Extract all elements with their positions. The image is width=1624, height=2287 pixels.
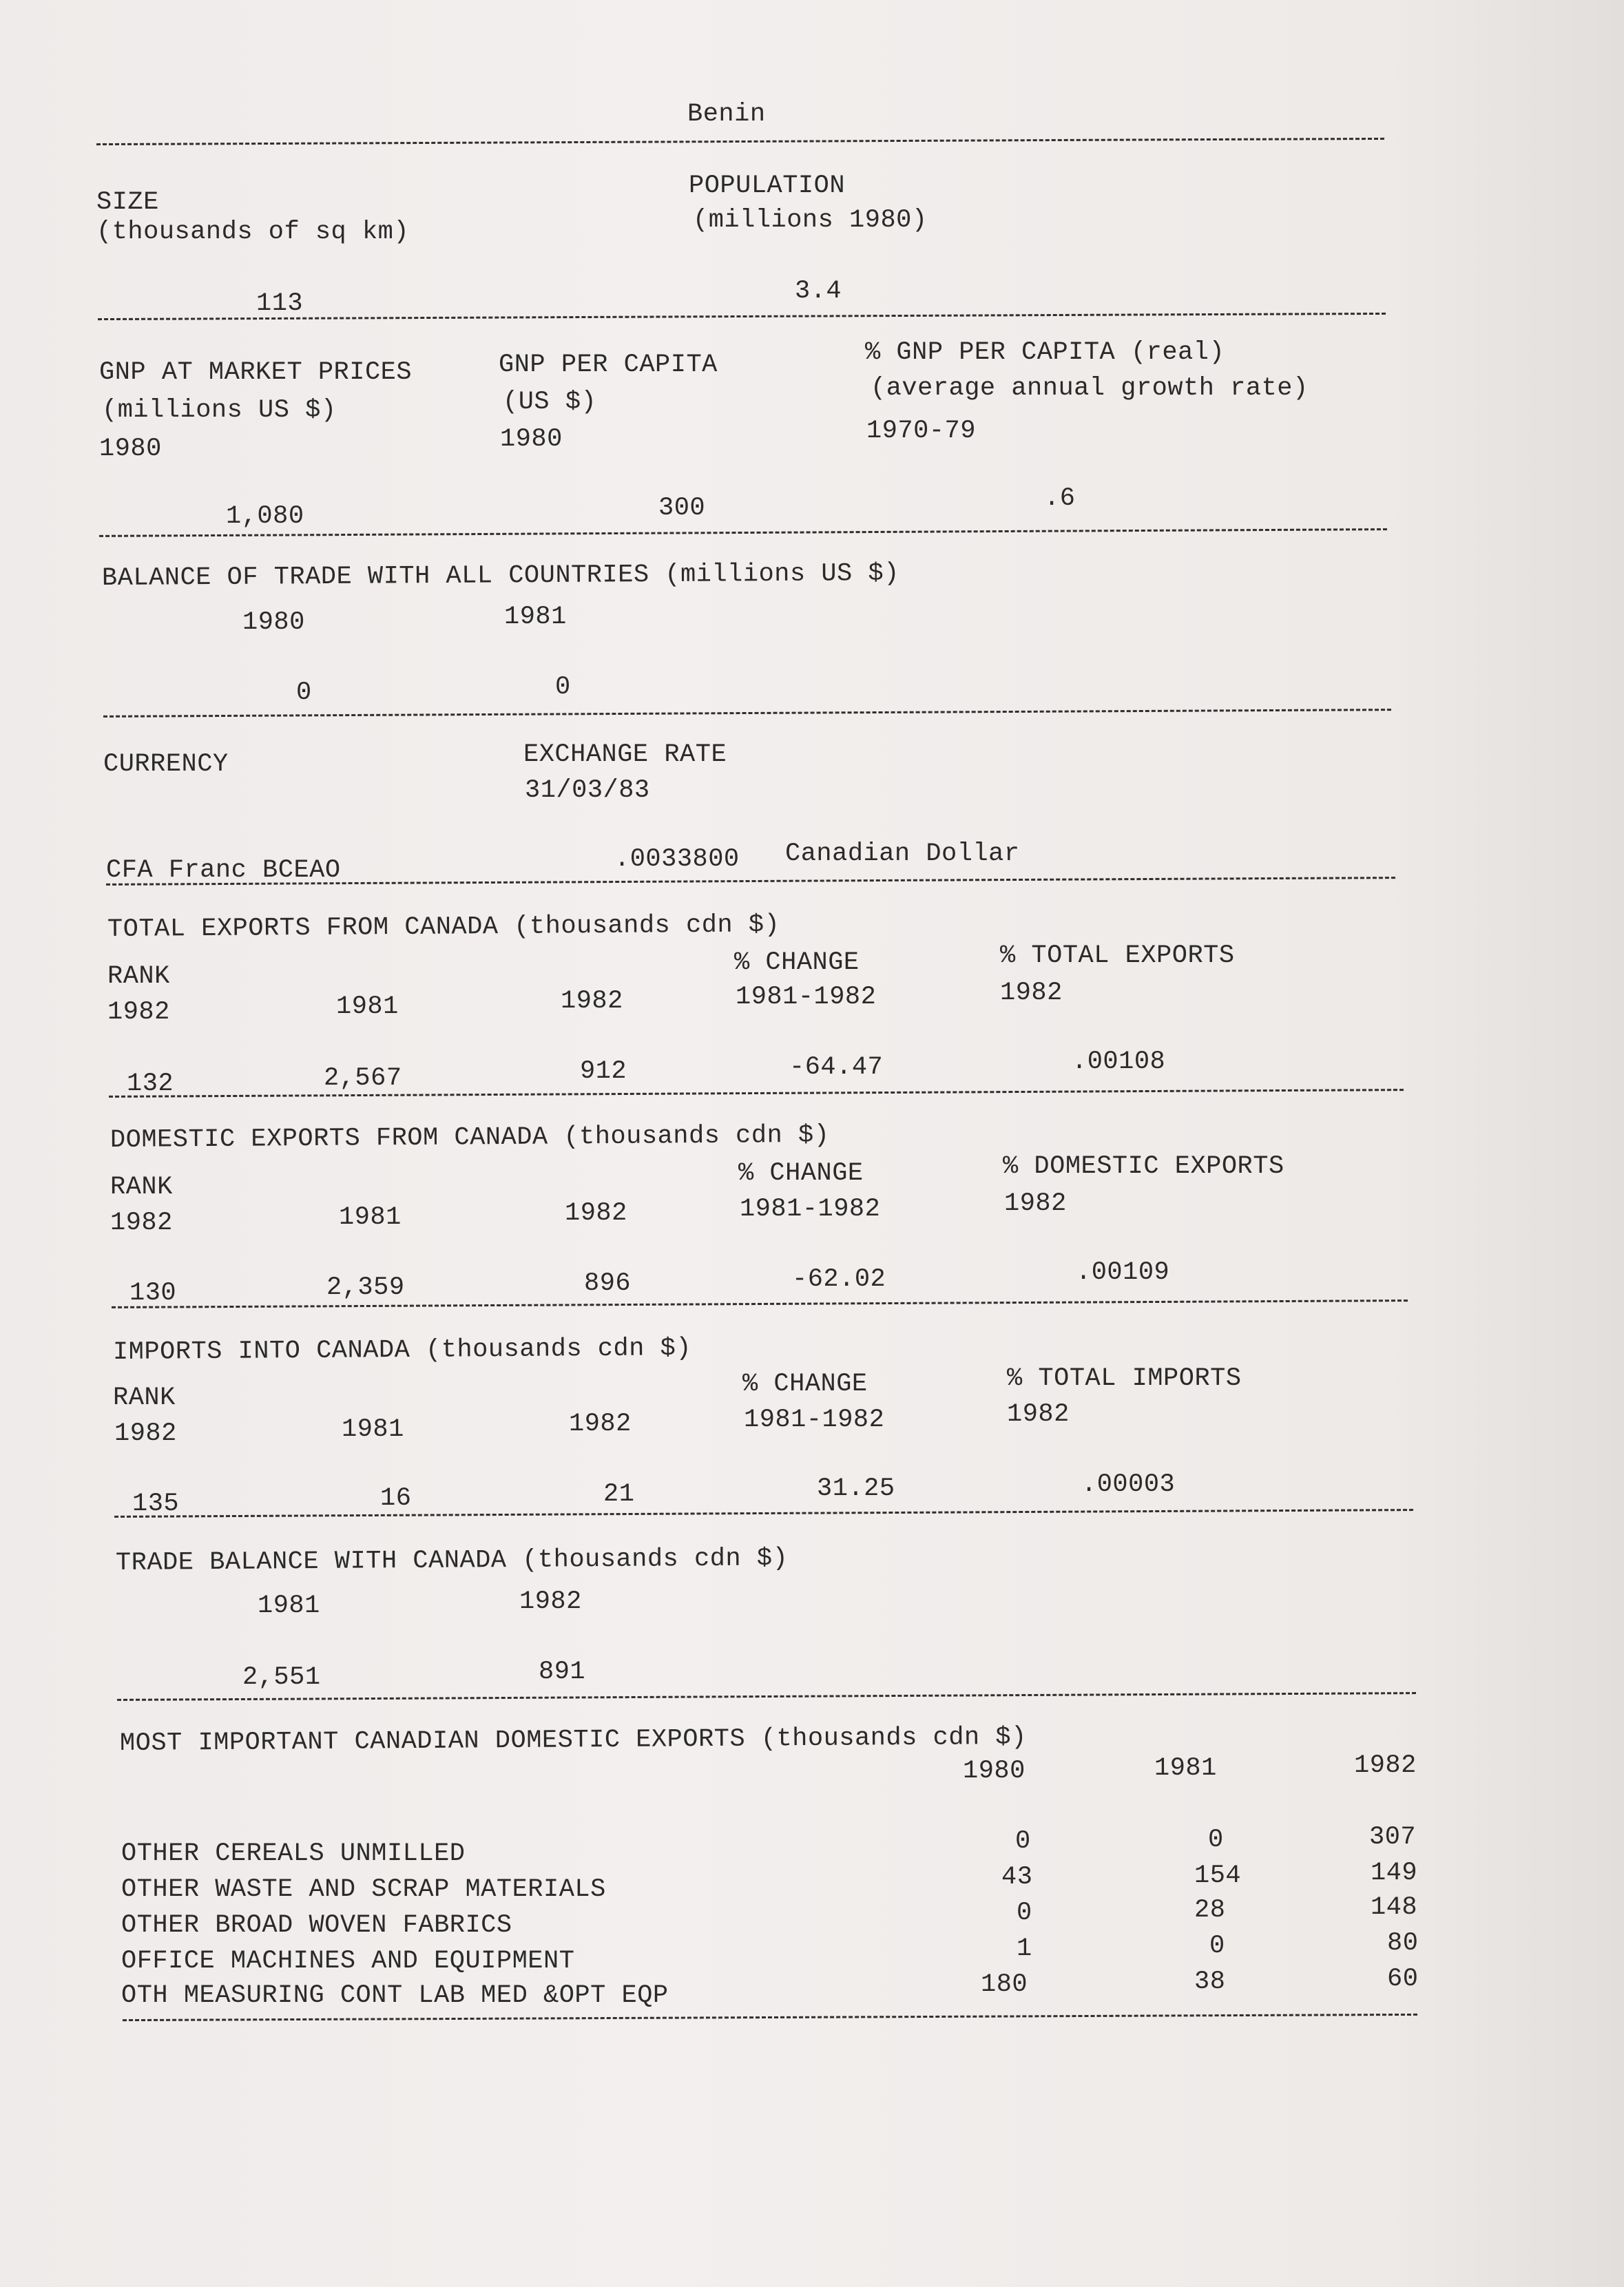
exchange-rate-label: EXCHANGE RATE [523, 740, 727, 769]
gnp-growth-label: % GNP PER CAPITA (real) [865, 338, 1225, 367]
balance-all-year-1: 1980 [242, 608, 305, 637]
exchange-rate-value: .0033800 [614, 845, 740, 874]
imports-share-value: .00003 [1081, 1470, 1176, 1499]
domestic-exports-1982-header: 1982 [565, 1199, 627, 1228]
top-export-item-1982: 148 [1371, 1893, 1418, 1922]
top-export-item-1982: 60 [1387, 1965, 1419, 1994]
imports-1981-header: 1981 [342, 1415, 404, 1444]
total-exports-change-header: % CHANGE [734, 948, 860, 977]
trade-balance-value-2: 891 [539, 1658, 586, 1686]
total-exports-rank-year: 1982 [107, 998, 170, 1027]
top-export-item-1982: 307 [1369, 1823, 1417, 1852]
size-label: SIZE [96, 188, 159, 217]
top-export-item-1980: 43 [1001, 1863, 1033, 1892]
imports-change-value: 31.25 [817, 1474, 895, 1503]
trade-balance-year-1: 1981 [258, 1591, 320, 1620]
size-units: (thousands of sq km) [96, 218, 410, 247]
top-export-item-1981: 0 [1208, 1826, 1224, 1855]
total-exports-rank-value: 132 [127, 1069, 174, 1098]
domestic-exports-change-years: 1981-1982 [740, 1195, 881, 1224]
total-exports-1981-header: 1981 [336, 992, 399, 1021]
domestic-exports-rank-label: RANK [110, 1173, 173, 1202]
top-export-item-1981: 154 [1194, 1861, 1242, 1890]
total-exports-share-header: % TOTAL EXPORTS [1000, 941, 1235, 970]
top-exports-title: MOST IMPORTANT CANADIAN DOMESTIC EXPORTS (thousands cdn $) [119, 1722, 1027, 1758]
population-value: 3.4 [795, 277, 842, 306]
divider [112, 1299, 1408, 1308]
top-exports-year-1981: 1981 [1154, 1754, 1217, 1783]
gnp-growth-units: (average annual growth rate) [871, 374, 1309, 403]
top-export-item-1981: 28 [1194, 1896, 1226, 1925]
imports-1981-value: 16 [380, 1484, 412, 1513]
population-units: (millions 1980) [693, 206, 928, 235]
gnp-label: GNP AT MARKET PRICES [99, 358, 413, 387]
domestic-exports-change-value: -62.02 [792, 1265, 886, 1294]
imports-rank-label: RANK [113, 1383, 176, 1412]
country-title: Benin [687, 100, 766, 129]
domestic-exports-share-header: % DOMESTIC EXPORTS [1003, 1152, 1284, 1181]
gnp-growth-years: 1970-79 [866, 417, 976, 446]
top-export-item-1981: 38 [1194, 1967, 1226, 1996]
top-export-item-1981: 0 [1209, 1932, 1225, 1961]
domestic-exports-share-value: .00109 [1076, 1258, 1170, 1287]
domestic-exports-1982-value: 896 [584, 1269, 632, 1298]
imports-1982-header: 1982 [569, 1410, 632, 1439]
imports-change-header: % CHANGE [742, 1370, 868, 1399]
gnp-units: (millions US $) [102, 396, 337, 425]
top-export-item-name: OTH MEASURING CONT LAB MED &OPT EQP [121, 1981, 669, 2010]
domestic-exports-title: DOMESTIC EXPORTS FROM CANADA (thousands cdn $) [110, 1120, 830, 1155]
imports-title: IMPORTS INTO CANADA (thousands cdn $) [112, 1334, 692, 1367]
top-export-item-1980: 0 [1017, 1899, 1032, 1928]
divider [96, 138, 1384, 145]
top-export-item-1980: 180 [981, 1970, 1028, 1999]
population-label: POPULATION [689, 171, 846, 200]
imports-1982-value: 21 [603, 1480, 635, 1509]
gnp-growth-value: .6 [1044, 484, 1076, 513]
gnp-per-capita-units: (US $) [503, 388, 597, 417]
total-exports-1982-value: 912 [580, 1057, 627, 1086]
gnp-per-capita-year: 1980 [500, 425, 563, 454]
trade-balance-value-1: 2,551 [242, 1663, 321, 1692]
trade-balance-year-2: 1982 [519, 1587, 582, 1616]
total-exports-share-value: .00108 [1072, 1047, 1166, 1076]
currency-value: CFA Franc BCEAO [106, 856, 341, 885]
top-export-item-1980: 1 [1017, 1934, 1032, 1963]
top-export-item-1982: 149 [1371, 1859, 1418, 1888]
currency-label: CURRENCY [103, 750, 229, 779]
top-export-item-name: OFFICE MACHINES AND EQUIPMENT [121, 1947, 575, 1976]
total-exports-change-years: 1981-1982 [736, 983, 877, 1012]
total-exports-change-value: -64.47 [789, 1053, 884, 1082]
exchange-rate-unit: Canadian Dollar [785, 839, 1020, 868]
size-value: 113 [256, 289, 304, 318]
domestic-exports-rank-year: 1982 [110, 1209, 173, 1238]
imports-rank-value: 135 [132, 1490, 180, 1518]
top-export-item-name: OTHER BROAD WOVEN FABRICS [121, 1911, 512, 1940]
total-exports-title: TOTAL EXPORTS FROM CANADA (thousands cdn $) [107, 910, 780, 944]
domestic-exports-1981-value: 2,359 [326, 1273, 405, 1302]
gnp-per-capita-value: 300 [658, 494, 706, 523]
divider [117, 1692, 1416, 1701]
gnp-year: 1980 [99, 435, 162, 463]
total-exports-1981-value: 2,567 [324, 1064, 402, 1093]
top-export-item-name: OTHER WASTE AND SCRAP MATERIALS [121, 1875, 606, 1904]
gnp-value: 1,080 [226, 502, 304, 531]
imports-share-year: 1982 [1007, 1400, 1070, 1429]
balance-all-value-2: 0 [555, 673, 571, 702]
total-exports-share-year: 1982 [1000, 979, 1063, 1007]
exchange-rate-date: 31/03/83 [525, 776, 650, 805]
divider [103, 709, 1391, 718]
top-export-item-1980: 0 [1015, 1827, 1031, 1856]
divider [123, 2014, 1417, 2021]
total-exports-rank-label: RANK [107, 962, 170, 991]
balance-all-year-2: 1981 [504, 603, 567, 631]
balance-all-title: BALANCE OF TRADE WITH ALL COUNTRIES (millions US $) [101, 558, 899, 593]
trade-balance-title: TRADE BALANCE WITH CANADA (thousands cdn $) [115, 1544, 789, 1578]
top-exports-year-1982: 1982 [1354, 1751, 1417, 1780]
domestic-exports-change-header: % CHANGE [738, 1159, 864, 1188]
imports-change-years: 1981-1982 [744, 1406, 885, 1434]
domestic-exports-share-year: 1982 [1004, 1189, 1067, 1218]
total-exports-1982-header: 1982 [561, 987, 623, 1016]
top-export-item-name: OTHER CEREALS UNMILLED [121, 1839, 466, 1868]
domestic-exports-1981-header: 1981 [339, 1203, 402, 1232]
divider [109, 1089, 1404, 1098]
top-export-item-1982: 80 [1387, 1929, 1419, 1958]
divider [114, 1509, 1413, 1518]
imports-rank-year: 1982 [114, 1419, 177, 1448]
gnp-per-capita-label: GNP PER CAPITA [499, 351, 718, 379]
balance-all-value-1: 0 [296, 678, 312, 707]
domestic-exports-rank-value: 130 [129, 1279, 177, 1308]
top-exports-year-1980: 1980 [963, 1757, 1026, 1786]
imports-share-header: % TOTAL IMPORTS [1007, 1364, 1242, 1393]
